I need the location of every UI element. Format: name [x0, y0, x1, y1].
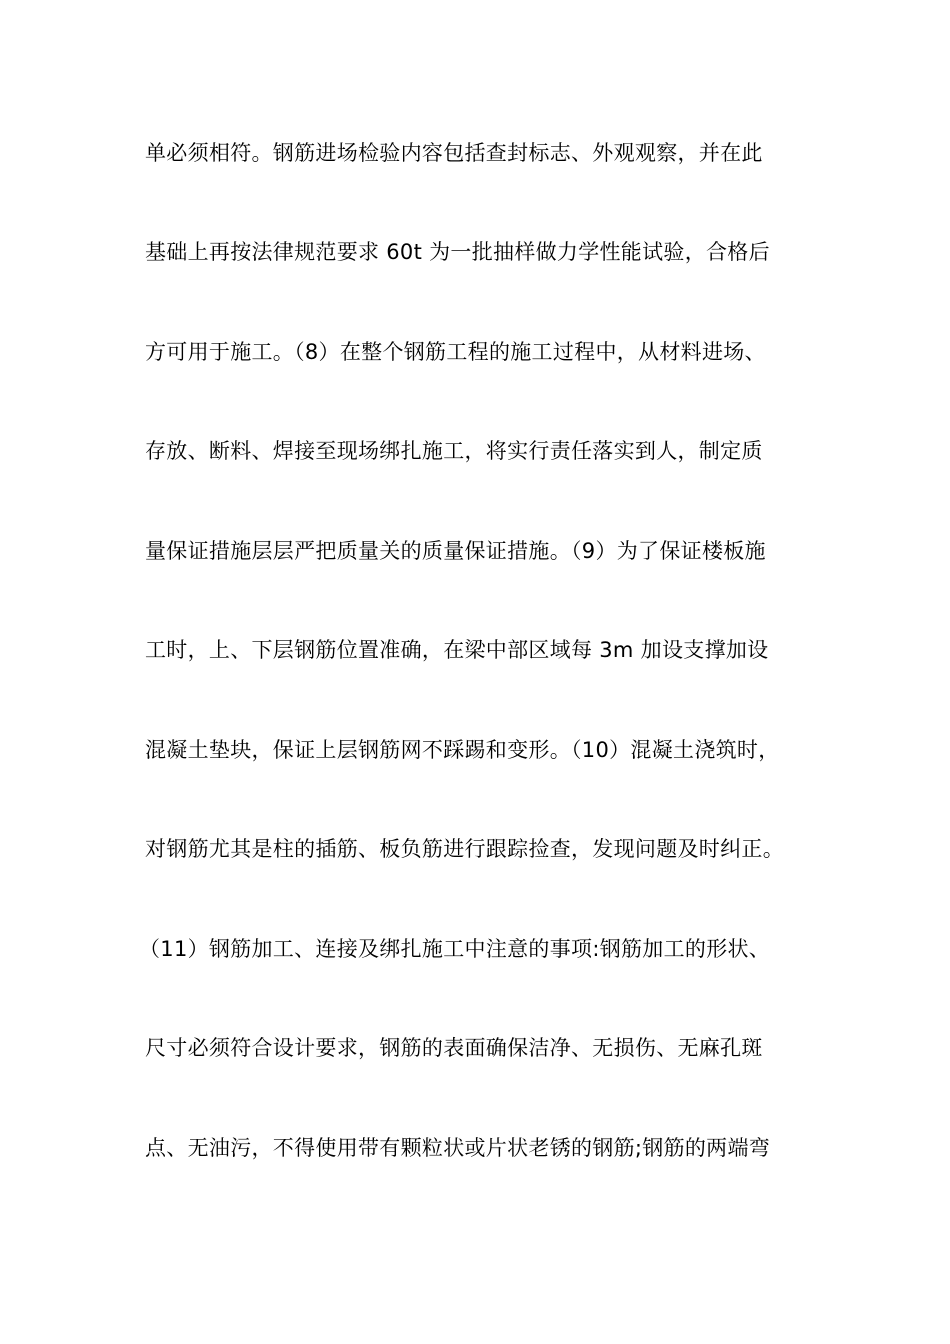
- text-line: 对钢筋尤其是柱的插筋、板负筋进行跟踪捡查，发现问题及时纠正。: [145, 837, 784, 861]
- text-line: 方可用于施工。（8）在整个钢筋工程的施工过程中，从材料进场、: [145, 340, 766, 364]
- text-line: 尺寸必须符合设计要求，钢筋的表面确保洁净、无损伤、无麻孔斑: [145, 1036, 763, 1060]
- text-line: （11）钢筋加工、连接及绑扎施工中注意的事项:钢筋加工的形状、: [139, 937, 771, 961]
- text-line: 工时，上、下层钢筋位置准确，在梁中部区域每 3m 加设支撑加设: [145, 638, 769, 662]
- text-line: 点、无油污，不得使用带有颗粒状或片状老锈的钢筋;钢筋的两端弯: [145, 1136, 771, 1160]
- text-line: 单必须相符。钢筋进场检验内容包括查封标志、外观观察，并在此: [145, 141, 763, 165]
- text-line: 基础上再按法律规范要求 60t 为一批抽样做力学性能试验，合格后: [145, 240, 770, 264]
- text-line: 存放、断料、焊接至现场绑扎施工，将实行责任落实到人，制定质: [145, 439, 763, 463]
- text-line: 量保证措施层层严把质量关的质量保证措施。（9）为了保证楼板施: [145, 539, 766, 563]
- text-line: 混凝土垫块，保证上层钢筋网不踩踢和变形。（10）混凝土浇筑时，: [145, 738, 780, 762]
